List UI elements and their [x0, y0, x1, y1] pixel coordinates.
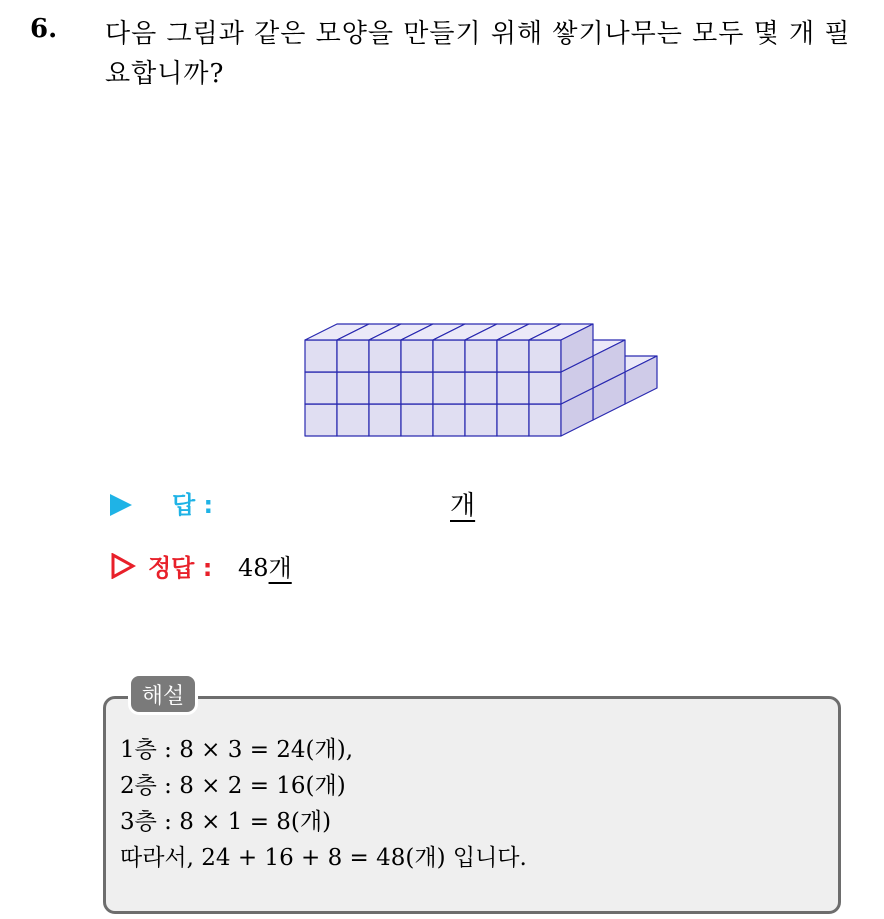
explanation-tab: 해설 — [128, 673, 198, 715]
explanation-line-3: 3층 : 8 × 1 = 8(개) — [120, 809, 332, 835]
cube-front-face — [529, 372, 561, 404]
cube-front-face — [529, 404, 561, 436]
answer-unit: 개 — [450, 491, 476, 521]
cube-front-face — [369, 340, 401, 372]
cube-front-face — [465, 372, 497, 404]
cube-front-face — [369, 404, 401, 436]
cube-front-face — [497, 340, 529, 372]
cube-front-face — [401, 372, 433, 404]
question-number: 6. — [30, 14, 58, 44]
cube-front-face — [433, 340, 465, 372]
cube-front-face — [497, 372, 529, 404]
stacked-cubes-figure — [300, 150, 670, 450]
correct-answer-label: 정답 : — [148, 554, 213, 582]
cube-front-face — [337, 340, 369, 372]
cube-front-face — [401, 404, 433, 436]
cube-front-face — [369, 372, 401, 404]
answer-row — [110, 487, 476, 523]
cube-front-face — [433, 372, 465, 404]
explanation-line-4: 따라서, 24 + 16 + 8 = 48(개) 입니다. — [120, 845, 527, 871]
explanation-line-1: 1층 : 8 × 3 = 24(개), — [120, 737, 354, 763]
correct-answer-unit: 개 — [268, 554, 292, 582]
cube-front-face — [337, 404, 369, 436]
cube-front-face — [465, 340, 497, 372]
cube-front-face — [497, 404, 529, 436]
correct-answer-value — [238, 548, 292, 583]
answer-label: 답 : — [172, 491, 214, 519]
cube-front-face — [465, 404, 497, 436]
cube-front-face — [529, 340, 561, 372]
cube-front-face — [305, 404, 337, 436]
outline-triangle-icon — [110, 553, 136, 579]
correct-answer-number: 48 — [238, 554, 269, 582]
cube-front-face — [305, 372, 337, 404]
cube-front-face — [401, 340, 433, 372]
cube-front-face — [433, 404, 465, 436]
question-text: 다음 그림과 같은 모양을 만들기 위해 쌓기나무는 모두 몇 개 필요합니까? — [105, 19, 851, 89]
cube-front-face — [337, 372, 369, 404]
explanation-lines — [120, 732, 527, 876]
play-triangle-icon — [110, 494, 132, 516]
cube-front-face — [305, 340, 337, 372]
explanation-line-2: 2층 : 8 × 2 = 16(개) — [120, 773, 346, 799]
